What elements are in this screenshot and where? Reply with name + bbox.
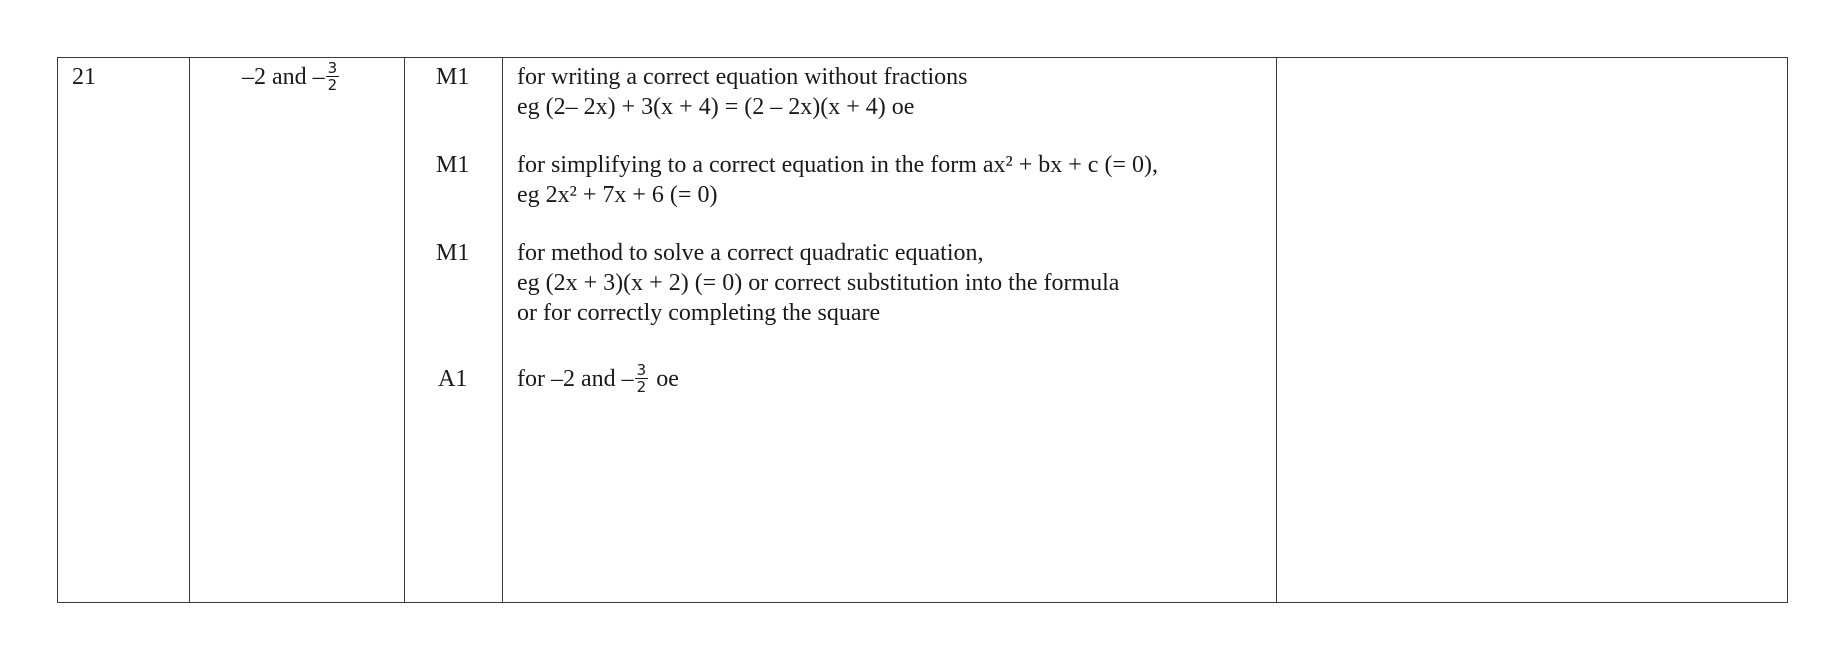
mark-code: M1 (436, 240, 470, 266)
column-divider (404, 58, 405, 602)
question-number: 21 (72, 64, 96, 90)
fraction-denominator: 2 (327, 76, 338, 94)
answer-fraction (326, 60, 340, 93)
note-line: eg (2– 2x) + 3(x + 4) = (2 – 2x)(x + 4) oe (517, 94, 915, 120)
note-line: for writing a correct equation without fractions (517, 64, 968, 90)
mark-code: A1 (438, 366, 468, 392)
mark-note-2 (517, 150, 1158, 210)
column-divider (1276, 58, 1277, 602)
answer-text: –2 and – (242, 64, 325, 91)
note-line: eg (2x + 3)(x + 2) (= 0) or correct substitution into the formula (517, 270, 1120, 296)
mark-scheme-table (57, 57, 1788, 603)
mark-code: M1 (436, 152, 470, 178)
mark-code: M1 (436, 64, 470, 90)
column-divider (189, 58, 190, 602)
answer-cell (242, 59, 341, 95)
fraction-numerator: 3 (636, 361, 647, 379)
mark-note-3 (517, 238, 1119, 328)
note-fraction (635, 362, 649, 395)
note-suffix: oe (656, 366, 679, 393)
fraction-numerator: 3 (327, 59, 338, 77)
note-text: for –2 and – (517, 366, 634, 393)
note-line: eg 2x² + 7x + 6 (= 0) (517, 182, 718, 208)
column-divider (502, 58, 503, 602)
note-line: for simplifying to a correct equation in the form ax² + bx + c (= 0), (517, 152, 1158, 178)
note-line: for method to solve a correct quadratic equation, (517, 240, 984, 266)
note-line: or for correctly completing the square (517, 300, 881, 326)
mark-note-1 (517, 62, 968, 122)
mark-note-4 (517, 361, 679, 397)
fraction-denominator: 2 (636, 378, 647, 396)
